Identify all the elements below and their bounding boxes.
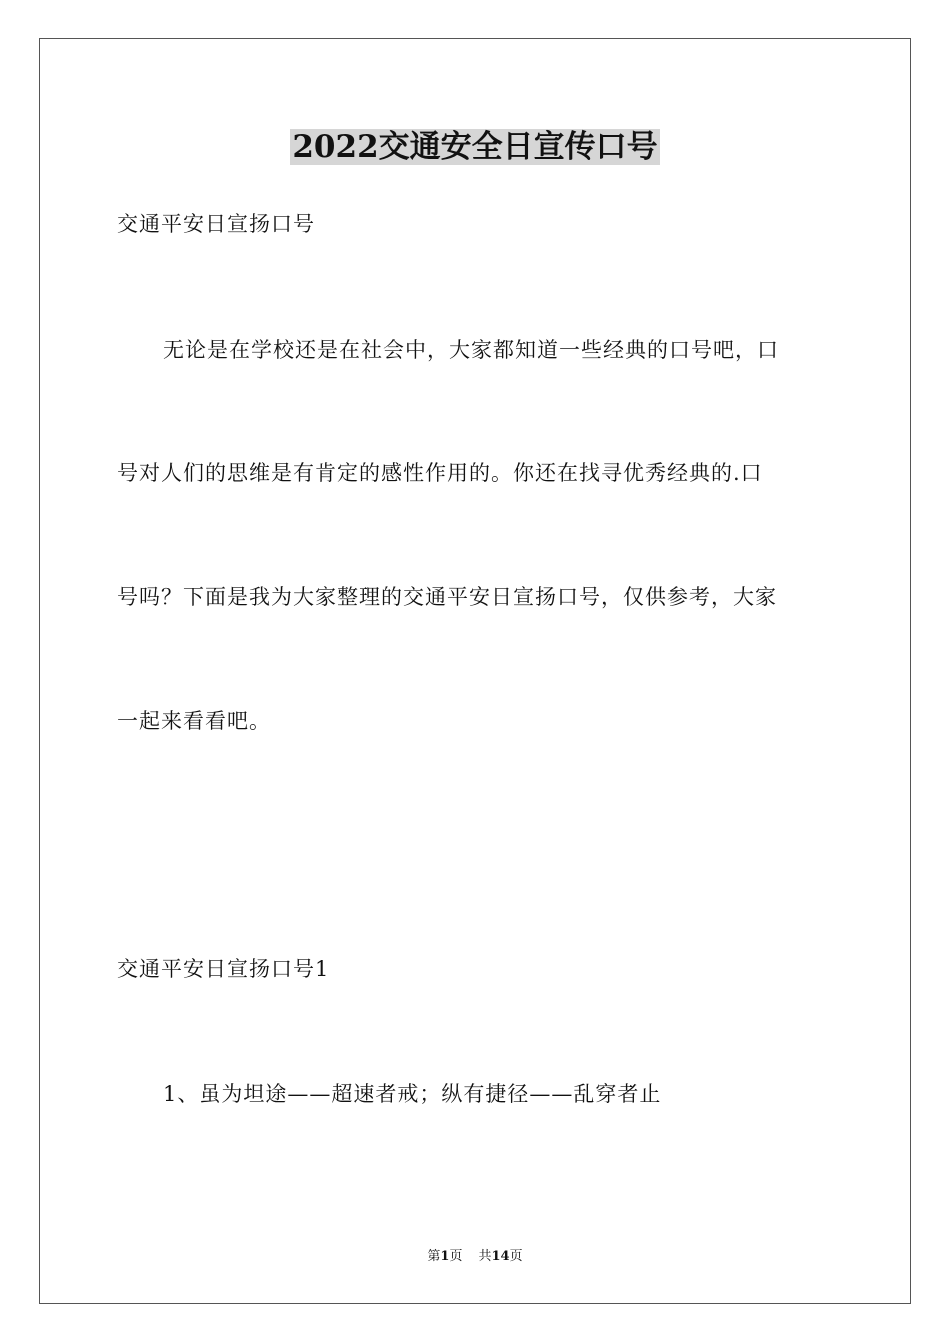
footer-page-suffix: 页 bbox=[449, 1249, 463, 1264]
intro-line-3: 号吗？下面是我为大家整理的交通平安日宣扬口号，仅供参考，大家 bbox=[117, 585, 777, 609]
footer-page-prefix: 第 bbox=[427, 1249, 441, 1264]
footer-total-prefix: 共 bbox=[478, 1249, 492, 1264]
page-footer bbox=[0, 1248, 950, 1266]
intro-line-1: 无论是在学校还是在社会中，大家都知道一些经典的口号吧，口 bbox=[163, 338, 779, 362]
footer-page-number: 1 bbox=[440, 1249, 450, 1264]
intro-line-4: 一起来看看吧。 bbox=[117, 709, 271, 733]
intro-line-2: 号对人们的思维是有肯定的感性作用的。你还在找寻优秀经典的.口 bbox=[117, 461, 763, 485]
footer-total-pages: 14 bbox=[491, 1249, 510, 1264]
document-title-text: 2022交通安全日宣传口号 bbox=[292, 129, 658, 165]
slogan-item: 1、虽为坦途——超速者戒；纵有捷径——乱穿者止 bbox=[163, 1082, 662, 1106]
section-heading: 交通平安日宣扬口号1 bbox=[117, 957, 330, 981]
document-subtitle: 交通平安日宣扬口号 bbox=[117, 212, 315, 236]
document-title bbox=[0, 127, 950, 167]
footer-total-suffix: 页 bbox=[509, 1249, 523, 1264]
